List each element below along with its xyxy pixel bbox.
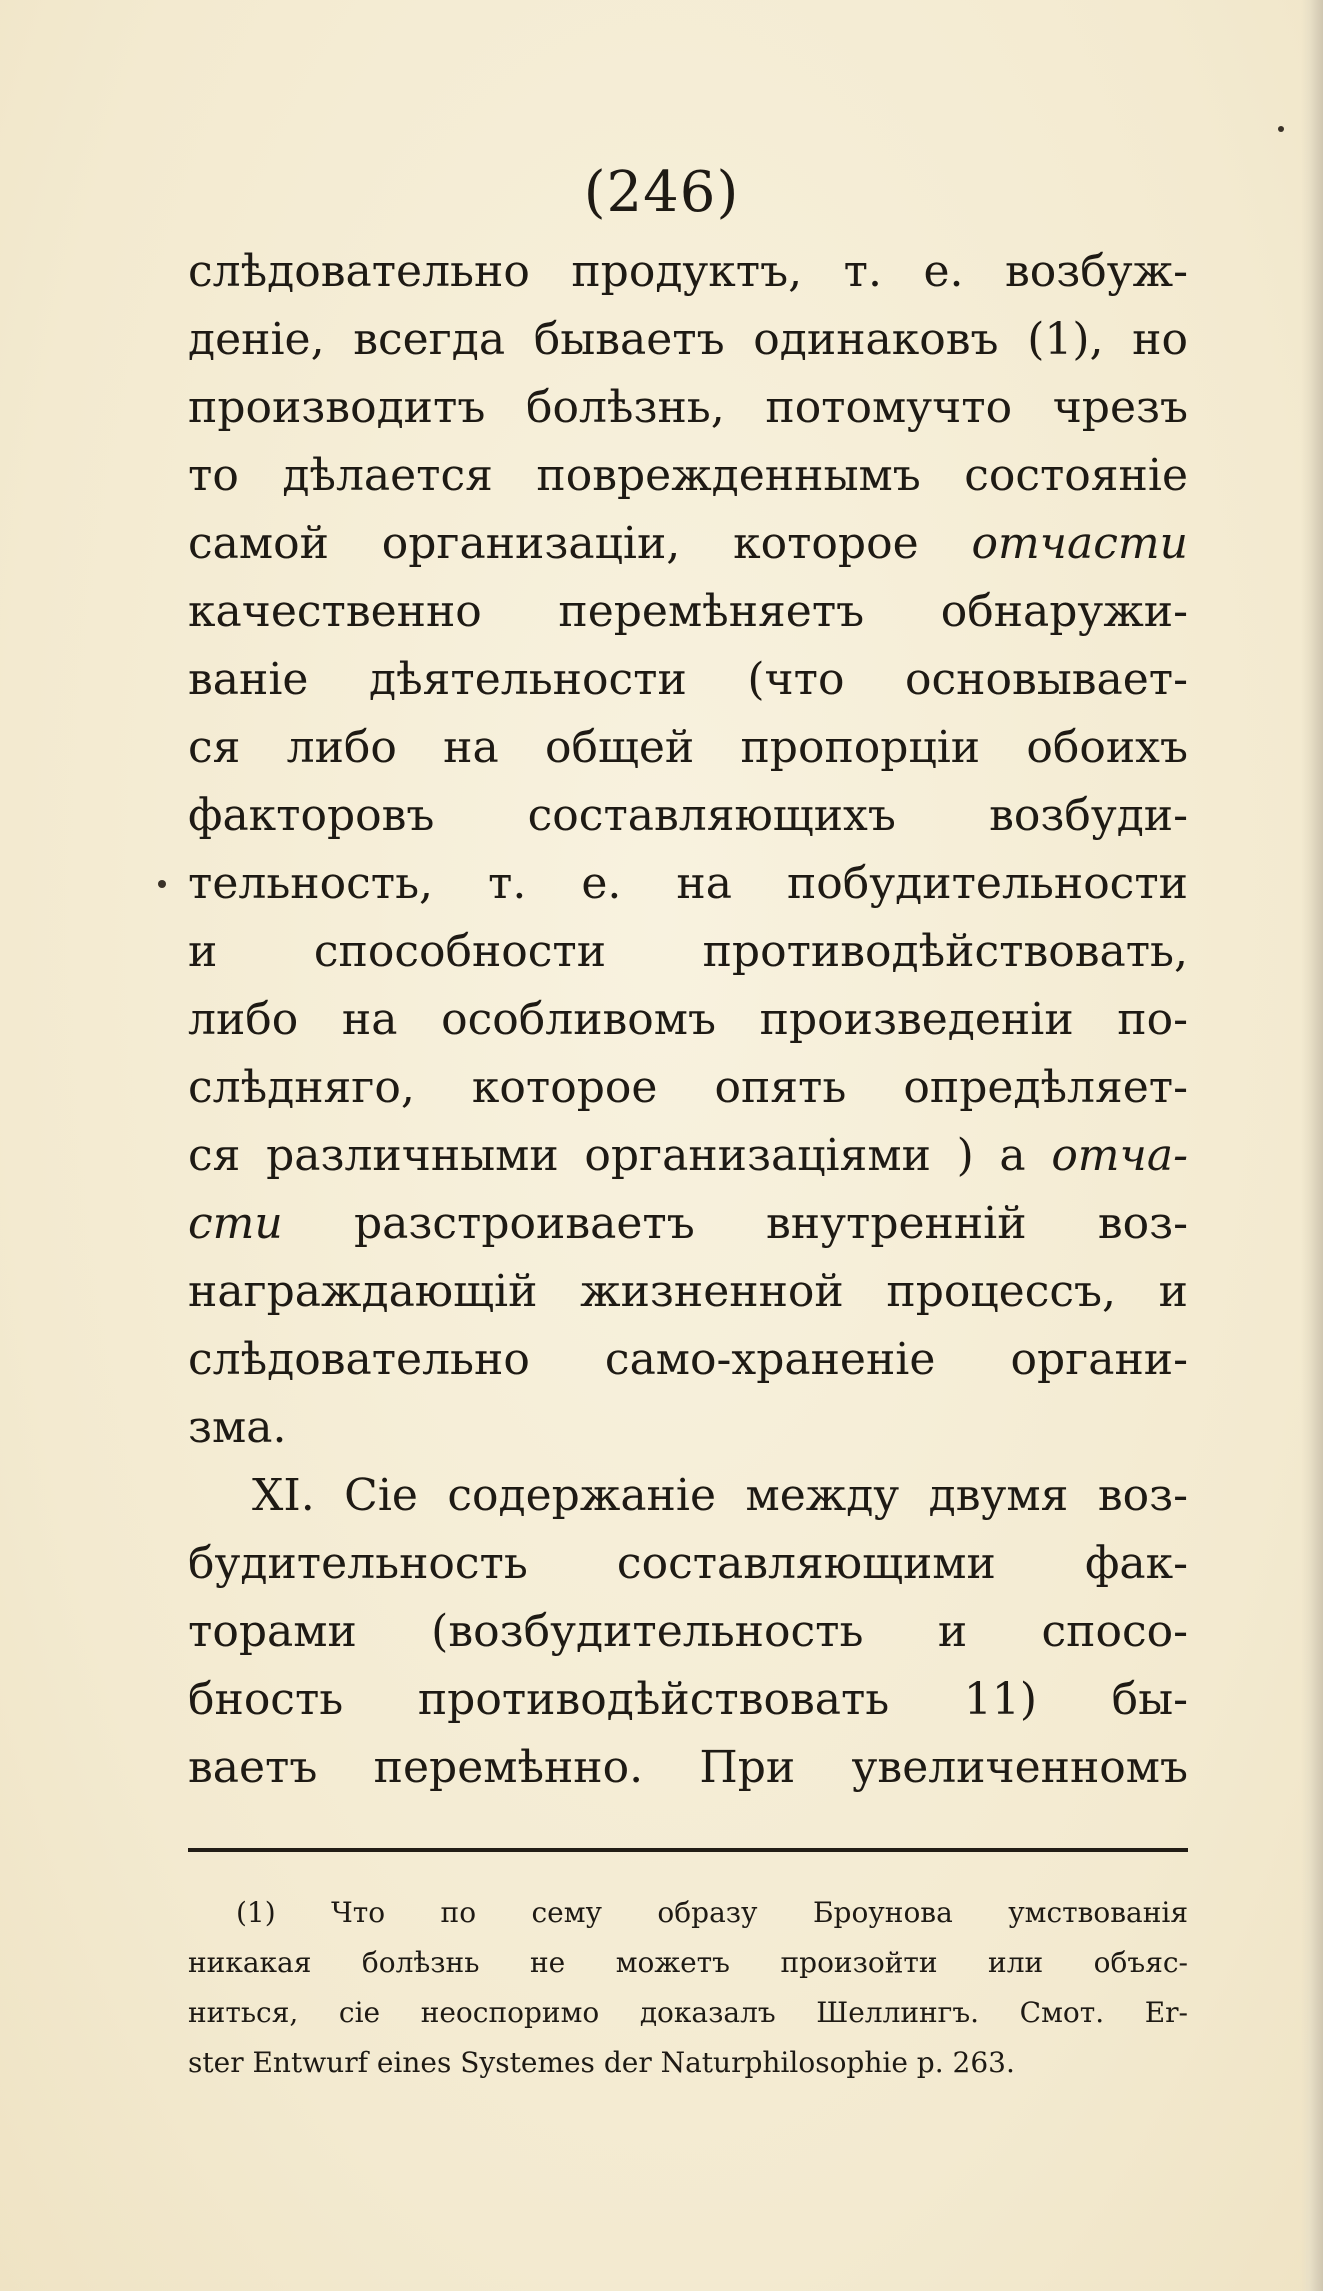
footnote-line: (1) Что по сему образу Броунова умствованiя <box>236 1896 1188 1929</box>
main-text <box>188 238 1188 1802</box>
text-line: и способности противодѣйствовать, <box>188 926 1188 977</box>
text-line: факторовъ составляющихъ возбуди- <box>188 790 1188 841</box>
text-segment: разстроиваетъ внутреннiй воз- <box>353 1198 1188 1249</box>
footnote-line: никакая болѣзнь не можетъ произойти или объяс- <box>188 1946 1188 1979</box>
text-line: слѣдовательно само-храненiе органи- <box>188 1334 1188 1385</box>
text-line: бность противодѣйствовать 11) бы- <box>188 1674 1188 1725</box>
text-line: слѣдовательно продуктъ, т. е. возбуж- <box>188 246 1188 297</box>
text-line: денiе, всегда бываетъ одинаковъ (1), но <box>188 314 1188 365</box>
text-segment: ся различными организацiями ) а <box>188 1130 1026 1181</box>
text-line: ся либо на общей пропорцiи обоихъ <box>188 722 1188 773</box>
page-number: (246) <box>583 160 740 225</box>
text-line <box>188 1190 1188 1258</box>
text-line: качественно перемѣняетъ обнаружи- <box>188 586 1188 637</box>
text-line: слѣдняго, которое опять опредѣляет- <box>188 1062 1188 1113</box>
italic-word: сти <box>188 1198 283 1249</box>
text-line: тельность, т. е. на побудительности <box>188 858 1188 909</box>
ink-speck <box>158 880 166 888</box>
footnote-divider <box>188 1848 1188 1852</box>
footnote-line: ниться, сiе неоспоримо доказалъ Шеллингъ. Смот. Er- <box>188 1996 1188 2029</box>
paragraph-start: XI. Сiе содержанiе между двумя воз- <box>252 1470 1188 1521</box>
footnote-line: ster Entwurf eines Systemes der Naturphilosophie p. 263. <box>188 2046 1015 2079</box>
text-line: производитъ болѣзнь, потомучто чрезъ <box>188 382 1188 433</box>
italic-word: отчасти <box>971 518 1188 569</box>
text-segment: самой организацiи, которое <box>188 518 919 569</box>
italic-word: отча- <box>1051 1130 1188 1181</box>
text-line: ваетъ перемѣнно. При увеличенномъ <box>188 1742 1188 1793</box>
text-line <box>188 1122 1188 1190</box>
text-line: то дѣлается поврежденнымъ состоянiе <box>188 450 1188 501</box>
footnote <box>188 1888 1188 2088</box>
text-line: либо на особливомъ произведенiи по- <box>188 994 1188 1045</box>
text-line: будительность составляющими фак- <box>188 1538 1188 1589</box>
text-line: зма. <box>188 1402 287 1453</box>
text-line: ванiе дѣятельности (что основывает- <box>188 654 1188 705</box>
text-line: награждающiй жизненной процессъ, и <box>188 1266 1188 1317</box>
text-line: торами (возбудительность и спосо- <box>188 1606 1188 1657</box>
text-line <box>188 510 1188 578</box>
ink-speck <box>1278 126 1284 132</box>
page-edge-shadow <box>1301 0 1323 2291</box>
